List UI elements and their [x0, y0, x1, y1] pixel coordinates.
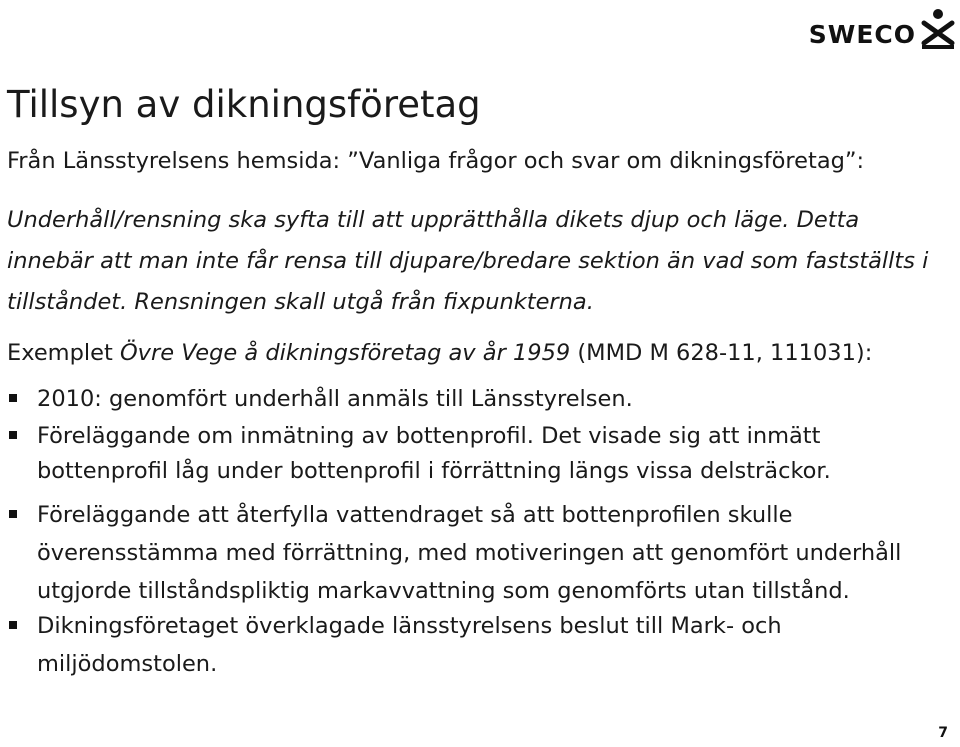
- page-title: Tillsyn av dikningsföretag: [7, 83, 481, 126]
- sweco-mark-icon: [920, 7, 956, 49]
- square-bullet-icon: [9, 394, 17, 402]
- bullet-item: [0, 419, 937, 489]
- sweco-logo: [809, 6, 956, 49]
- logo-wordmark: SWECO: [808, 20, 916, 49]
- square-bullet-icon: [9, 510, 17, 518]
- example-name: Övre Vege å dikningsföretag av år 1959: [119, 340, 571, 366]
- quoted-text: Underhåll/rensning ska syfta till att upprätthålla dikets djup och läge. Detta innebär att man inte får rensa till djupare/bredare sektion än vad som fastställts i tillståndet. Rensningen skall utgå från fixpunkterna.: [7, 207, 929, 315]
- bullet-item: [0, 607, 937, 683]
- bullet-item: [0, 496, 957, 610]
- square-bullet-icon: [9, 431, 17, 439]
- bullet-text: Föreläggande om inmätning av bottenprofil. Det visade sig att inmätt bottenprofil låg under bottenprofil i förrättning längs vissa delsträckor.: [37, 423, 831, 484]
- example-line: [7, 338, 872, 368]
- bullet-item: [0, 384, 937, 414]
- page-number: 7: [938, 725, 948, 741]
- bullet-text: Dikningsföretaget överklagade länsstyrelsens beslut till Mark- och miljödomstolen.: [37, 613, 782, 677]
- bullet-text: Föreläggande att återfylla vattendraget så att bottenprofilen skulle överensstämma med förrättning, med motiveringen att genomfört underhåll utgjorde tillståndspliktig markavvattning som genomförts utan tillstånd.: [37, 502, 902, 604]
- bullet-text: 2010: genomfört underhåll anmäls till Länsstyrelsen.: [37, 386, 633, 412]
- intro-text: Från Länsstyrelsens hemsida: ”Vanliga frågor och svar om dikningsföretag”:: [7, 148, 865, 174]
- example-prefix: Exemplet: [7, 340, 120, 366]
- square-bullet-icon: [9, 621, 17, 629]
- example-suffix: (MMD M 628-11, 111031):: [570, 340, 873, 366]
